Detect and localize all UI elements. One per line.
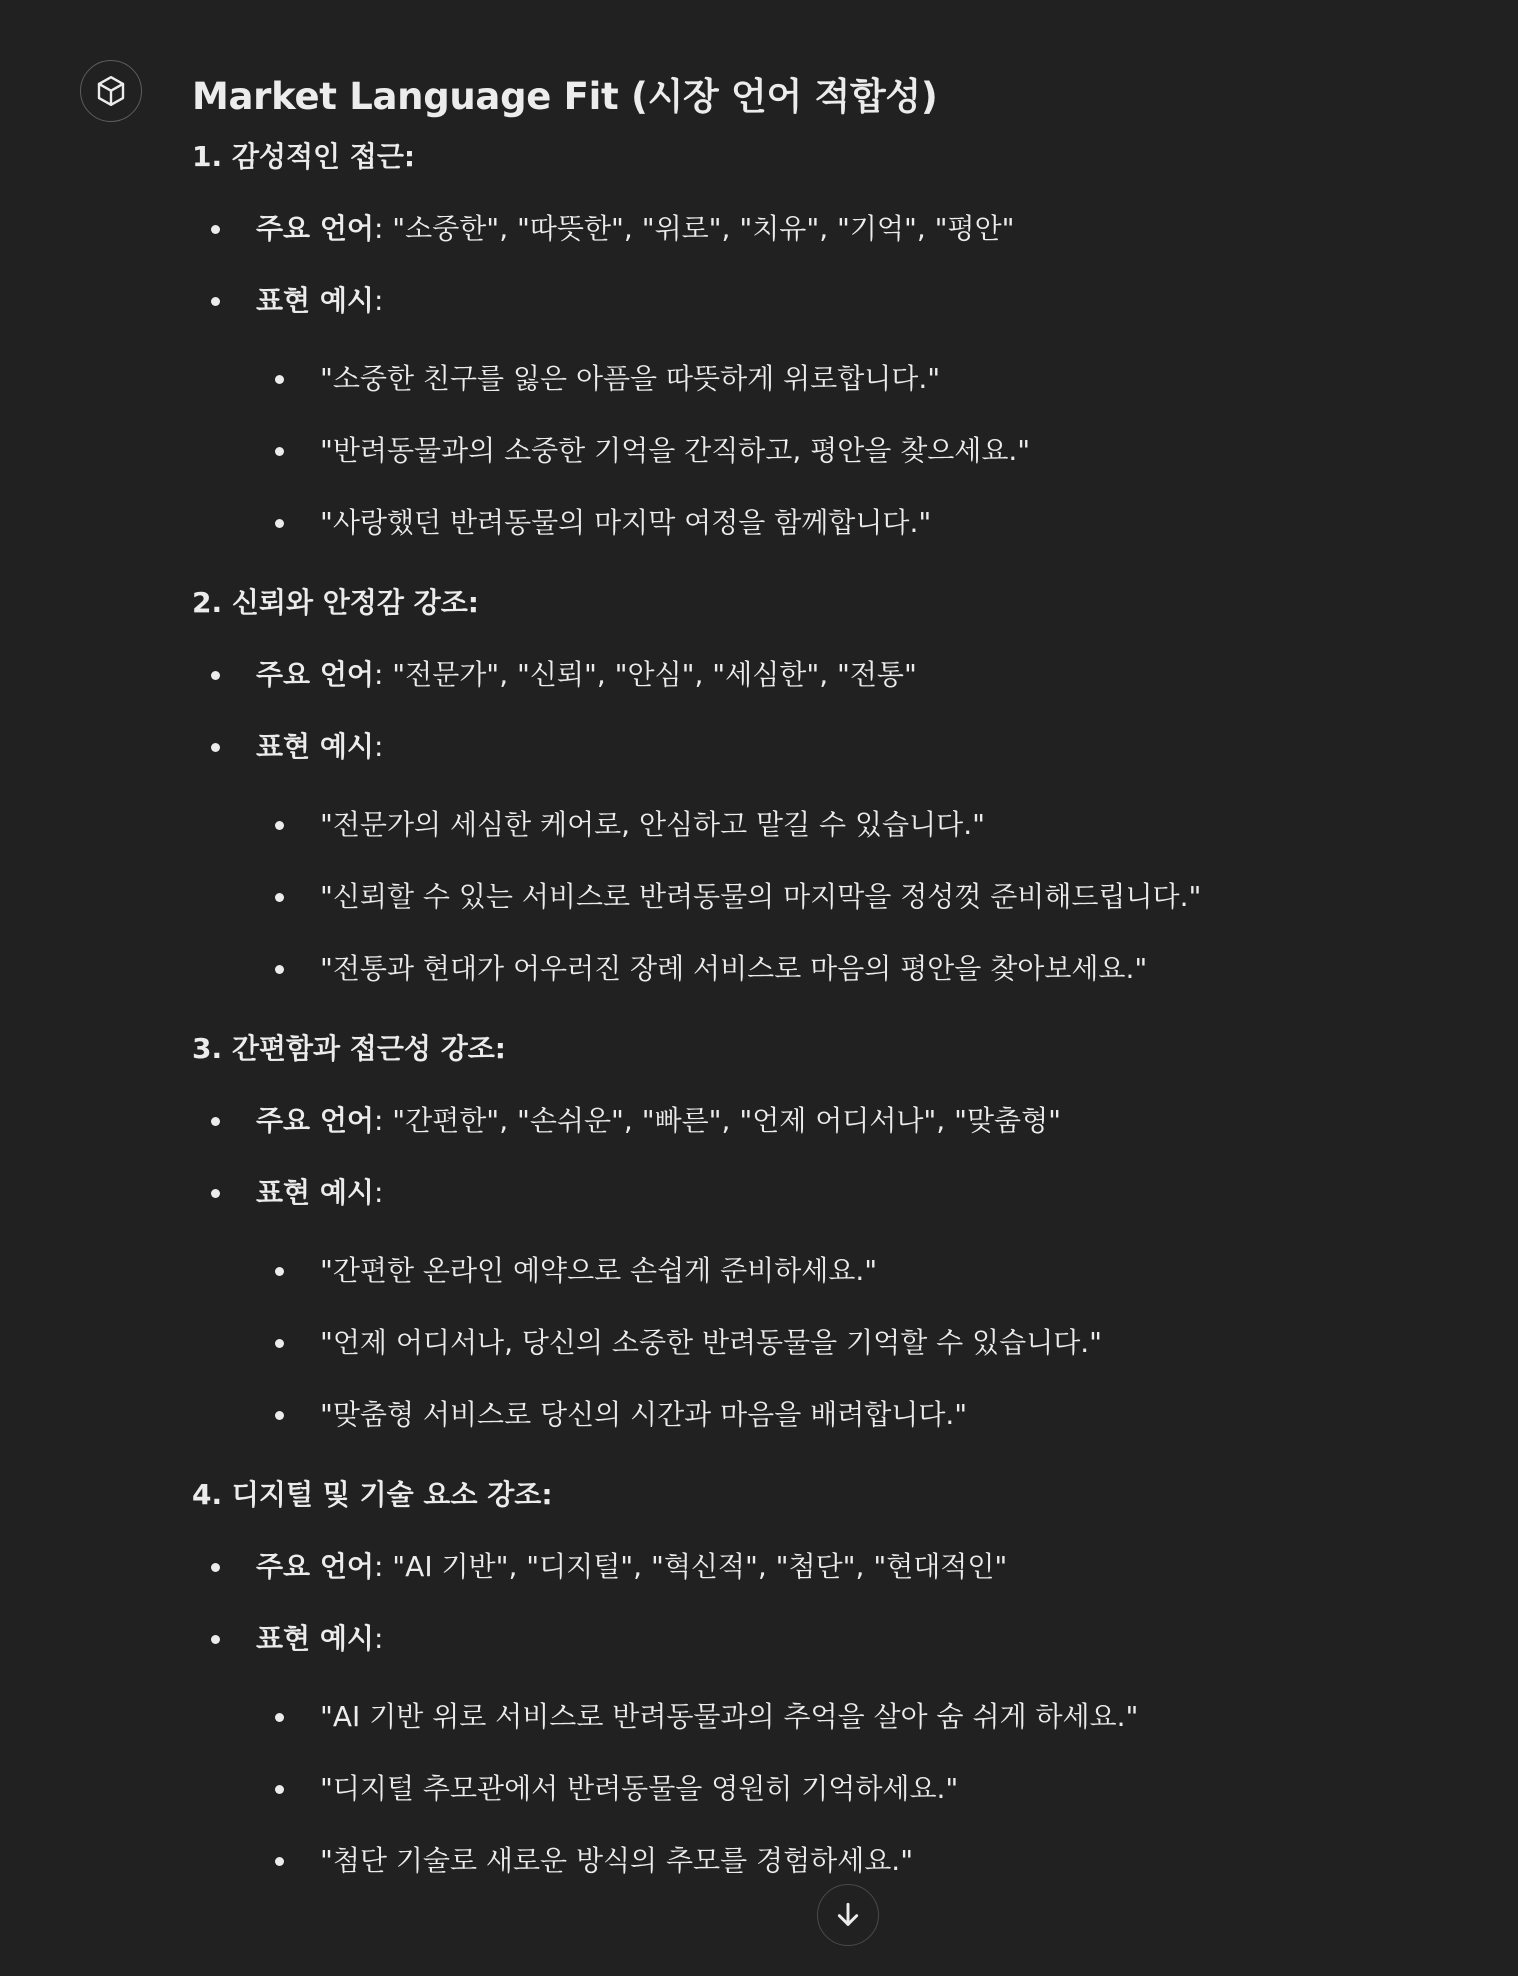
section-heading: 1. 감성적인 접근:: [192, 140, 416, 173]
examples-item: [192, 280, 1432, 544]
example-item: "전문가의 세심한 케어로, 안심하고 맡길 수 있습니다.": [256, 804, 1432, 846]
keywords-item: [192, 1546, 1432, 1588]
examples-label: 표현 예시: [256, 1176, 374, 1209]
section-heading: 2. 신뢰와 안정감 강조:: [192, 586, 479, 619]
example-item: "신뢰할 수 있는 서비스로 반려동물의 마지막을 정성껏 준비해드립니다.": [256, 876, 1432, 918]
section-trust: [192, 582, 1432, 990]
example-item: "맞춤형 서비스로 당신의 시간과 마음을 배려합니다.": [256, 1394, 1432, 1436]
examples-label: 표현 예시: [256, 1622, 374, 1655]
section-heading: 3. 간편함과 접근성 강조:: [192, 1032, 506, 1065]
assistant-message: [192, 68, 1432, 1920]
assistant-avatar: [80, 60, 142, 122]
section-list: [192, 1100, 1432, 1436]
examples-colon: :: [373, 1176, 384, 1209]
keywords-item: [192, 1100, 1432, 1142]
keywords-text: : "간편한", "손쉬운", "빠른", "언제 어디서나", "맞춤형": [373, 1104, 1061, 1137]
section-emotional: [192, 136, 1432, 544]
example-item: "첨단 기술로 새로운 방식의 추모를 경험하세요.": [256, 1840, 1432, 1882]
section-list: [192, 1546, 1432, 1882]
examples-label: 표현 예시: [256, 284, 374, 317]
examples-colon: :: [373, 730, 384, 763]
section-digital: [192, 1474, 1432, 1882]
keywords-item: [192, 654, 1432, 696]
example-item: "AI 기반 위로 서비스로 반려동물과의 추억을 살아 숨 쉬게 하세요.": [256, 1696, 1432, 1738]
section-heading: 4. 디지털 및 기술 요소 강조:: [192, 1478, 553, 1511]
section-convenience: [192, 1028, 1432, 1436]
examples-list: [256, 1250, 1432, 1436]
scroll-to-bottom-button[interactable]: [817, 1884, 879, 1946]
examples-colon: :: [373, 284, 384, 317]
keywords-text: : "소중한", "따뜻한", "위로", "치유", "기억", "평안": [373, 212, 1015, 245]
section-list: [192, 654, 1432, 990]
keywords-text: : "AI 기반", "디지털", "혁신적", "첨단", "현대적인": [373, 1550, 1008, 1583]
examples-list: [256, 358, 1432, 544]
examples-list: [256, 804, 1432, 990]
section-list: [192, 208, 1432, 544]
cube-icon: [93, 73, 129, 109]
example-item: "디지털 추모관에서 반려동물을 영원히 기억하세요.": [256, 1768, 1432, 1810]
keywords-label: 주요 언어: [256, 1104, 374, 1137]
keywords-label: 주요 언어: [256, 212, 374, 245]
keywords-label: 주요 언어: [256, 658, 374, 691]
example-item: "간편한 온라인 예약으로 손쉽게 준비하세요.": [256, 1250, 1432, 1292]
examples-item: [192, 726, 1432, 990]
message-title: Market Language Fit (시장 언어 적합성): [192, 75, 938, 118]
example-item: "사랑했던 반려동물의 마지막 여정을 함께합니다.": [256, 502, 1432, 544]
keywords-item: [192, 208, 1432, 250]
examples-label: 표현 예시: [256, 730, 374, 763]
example-item: "언제 어디서나, 당신의 소중한 반려동물을 기억할 수 있습니다.": [256, 1322, 1432, 1364]
examples-item: [192, 1172, 1432, 1436]
examples-list: [256, 1696, 1432, 1882]
examples-item: [192, 1618, 1432, 1882]
keywords-label: 주요 언어: [256, 1550, 374, 1583]
example-item: "반려동물과의 소중한 기억을 간직하고, 평안을 찾으세요.": [256, 430, 1432, 472]
examples-colon: :: [373, 1622, 384, 1655]
arrow-down-icon: [832, 1899, 864, 1931]
example-item: "전통과 현대가 어우러진 장례 서비스로 마음의 평안을 찾아보세요.": [256, 948, 1432, 990]
keywords-text: : "전문가", "신뢰", "안심", "세심한", "전통": [373, 658, 917, 691]
example-item: "소중한 친구를 잃은 아픔을 따뜻하게 위로합니다.": [256, 358, 1432, 400]
